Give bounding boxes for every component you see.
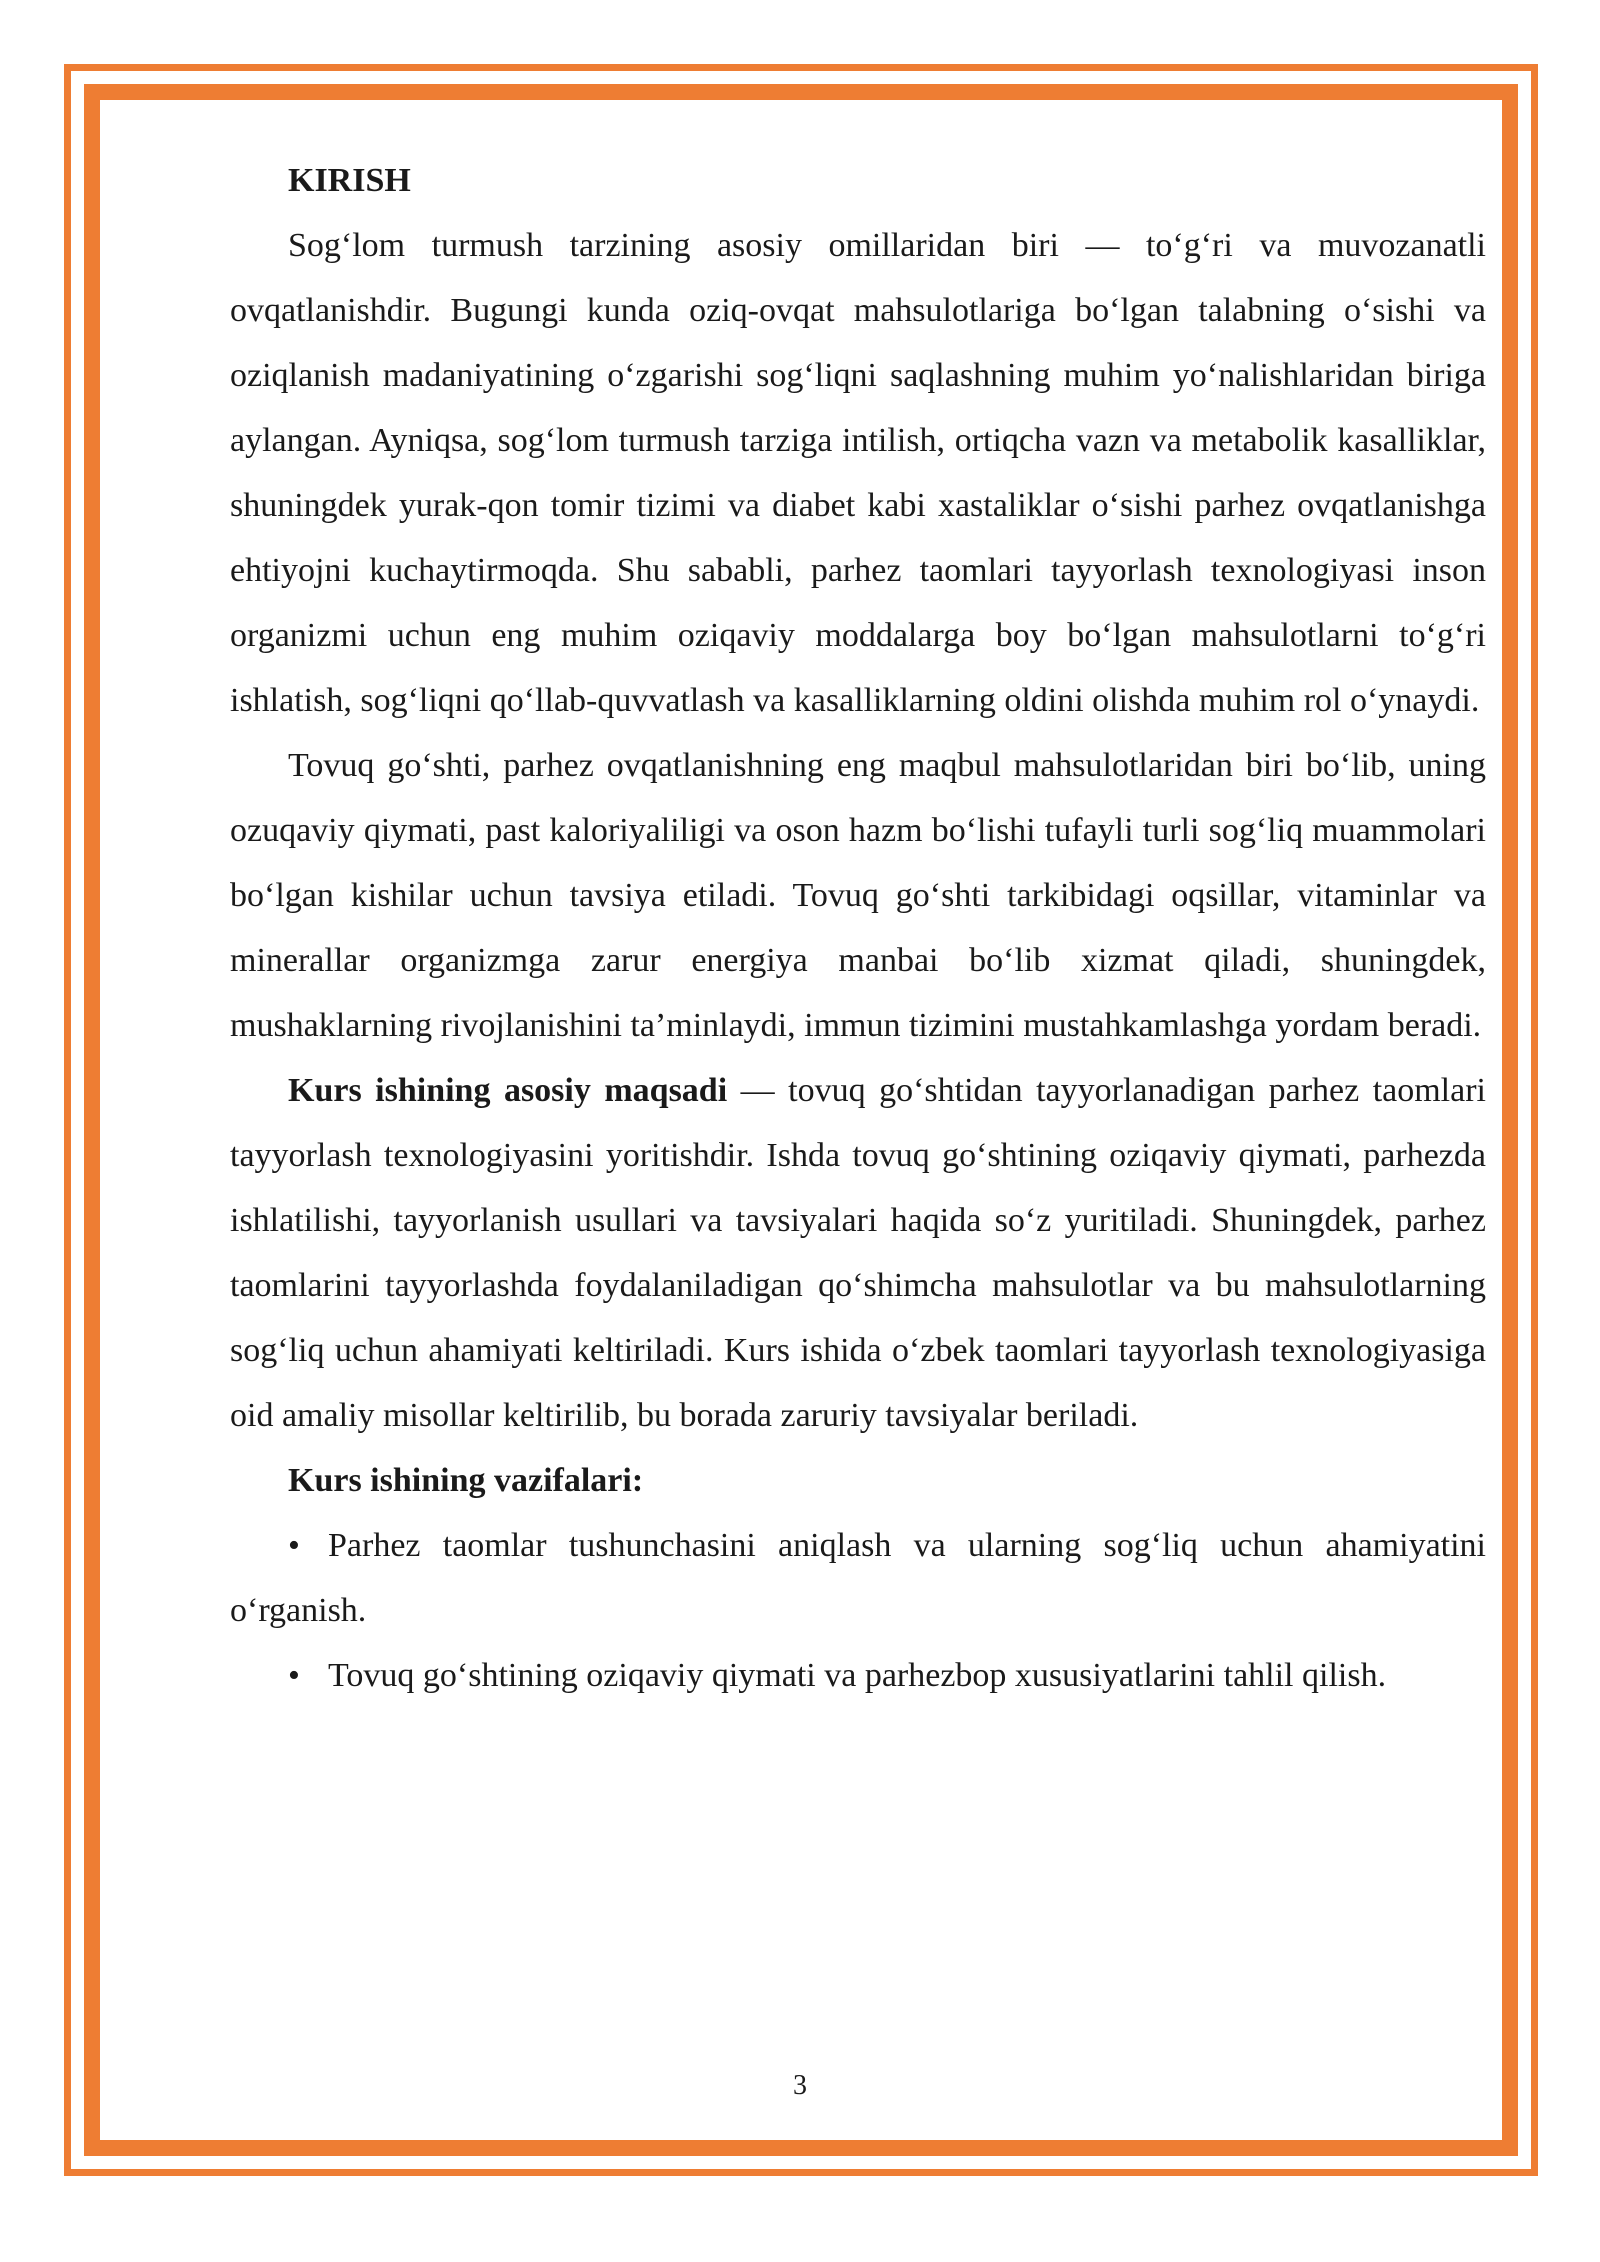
bullet-icon: • (288, 1657, 300, 1694)
task-text-1: Parhez taomlar tushunchasini aniqlash va ularning sog‘liq uchun ahamiyatini o‘rganish. (230, 1527, 1486, 1629)
document-body (230, 148, 1486, 1708)
goal-text: — tovuq go‘shtidan tayyorlanadigan parhez taomlari tayyorlash texnologiyasini yoritishdir. Ishda tovuq go‘shtining oziqaviy qiymati, parhezda ishlatilishi, tayyorlanish usullari va tavsiyalari haqida so‘z yuritiladi. Shuningdek, parhez taomlarini tayyorlashda foydalaniladigan qo‘shimcha mahsulotlar va bu mahsulotlarning sog‘liq uchun ahamiyati keltiriladi. Kurs ishida o‘zbek taomlari tayyorlash texnologiyasiga oid amaliy misollar keltirilib, bu borada zaruriy tavsiyalar beriladi. (230, 1072, 1486, 1434)
goal-label: Kurs ishining asosiy maqsadi (288, 1072, 728, 1109)
goal-paragraph (230, 1058, 1486, 1448)
task-item-1 (230, 1513, 1486, 1643)
intro-paragraph-2: Tovuq go‘shti, parhez ovqatlanishning eng maqbul mahsulotlaridan biri bo‘lib, uning ozuqaviy qiymati, past kaloriyaliligi va oson hazm bo‘lishi tufayli turli sog‘liq muammolari bo‘lgan kishilar uchun tavsiya etiladi. Tovuq go‘shti tarkibidagi oqsillar, vitaminlar va minerallar organizmga zarur energiya manbai bo‘lib xizmat qiladi, shuningdek, mushaklarning rivojlanishini ta’minlaydi, immun tizimini mustahkamlashga yordam beradi. (230, 747, 1486, 1044)
task-text-2: Tovuq go‘shtining oziqaviy qiymati va parhezbop xususiyatlarini tahlil qilish. (328, 1657, 1387, 1694)
tasks-heading: Kurs ishining vazifalari: (288, 1462, 644, 1499)
section-heading: KIRISH (288, 162, 411, 199)
page-number: 3 (793, 2070, 807, 2101)
task-item-2 (230, 1643, 1486, 1708)
intro-paragraph-1: Sog‘lom turmush tarzining asosiy omillaridan biri — to‘g‘ri va muvozanatli ovqatlanishdir. Bugungi kunda oziq-ovqat mahsulotlariga bo‘lgan talabning o‘sishi va oziqlanish madaniyatining o‘zgarishi sog‘liqni saqlashning muhim yo‘nalishlaridan biriga aylangan. Ayniqsa, sog‘lom turmush tarziga intilish, ortiqcha vazn va metabolik kasalliklar, shuningdek yurak-qon tomir tizimi va diabet kabi xastaliklar o‘sishi parhez ovqatlanishga ehtiyojni kuchaytirmoqda. Shu sababli, parhez taomlari tayyorlash texnologiyasi inson organizmi uchun eng muhim oziqaviy moddalarga boy bo‘lgan mahsulotlarni to‘g‘ri ishlatish, sog‘liqni qo‘llab-quvvatlash va kasalliklarning oldini olishda muhim rol o‘ynaydi. (230, 227, 1486, 719)
bullet-icon: • (288, 1527, 300, 1564)
